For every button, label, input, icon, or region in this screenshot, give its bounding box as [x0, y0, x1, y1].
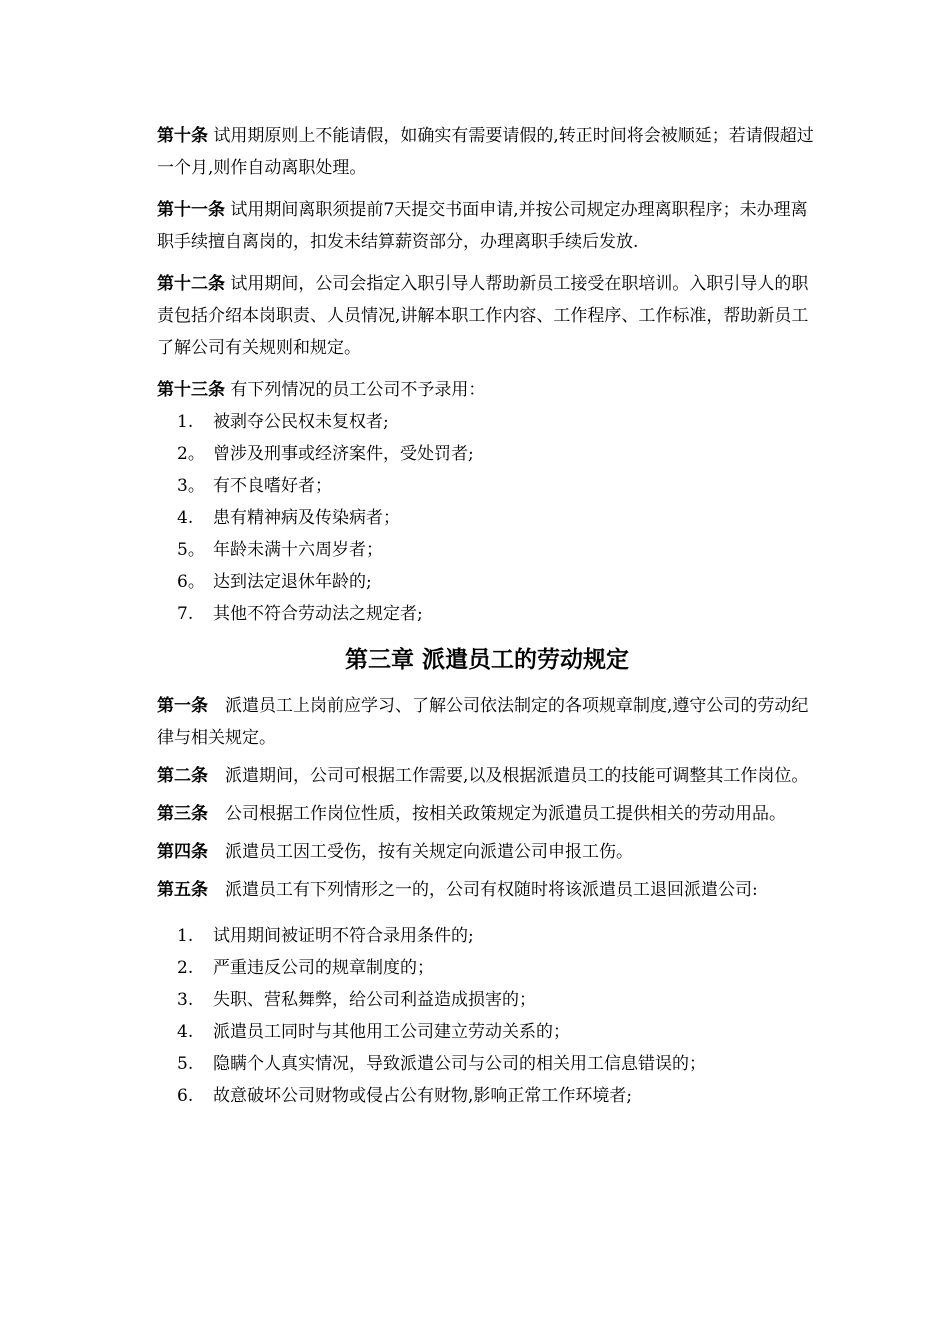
- list-number: 7.: [177, 604, 194, 624]
- article-1: [157, 690, 817, 754]
- list-number: 6。: [177, 572, 205, 592]
- list-number: 6.: [177, 1086, 194, 1106]
- article-lead: 第五条: [157, 880, 208, 900]
- article-5-list: [157, 920, 817, 1112]
- article-text: 有下列情况的员工公司不予录用：: [225, 380, 486, 400]
- list-item: [157, 1016, 817, 1048]
- list-item: [157, 984, 817, 1016]
- list-text: 被剥夺公民权未复权者;: [213, 412, 389, 432]
- list-item: [157, 438, 817, 470]
- article-text: 派遣员工因工受伤，按有关规定向派遣公司申报工伤。: [208, 842, 633, 862]
- list-number: 1.: [177, 926, 194, 946]
- article-12: [157, 268, 817, 364]
- article-lead: 第一条: [157, 696, 208, 716]
- list-item: [157, 598, 817, 630]
- article-text: 派遣员工有下列情形之一的，公司有权随时将该派遣员工退回派遣公司:: [208, 880, 758, 900]
- list-number: 2。: [177, 444, 205, 464]
- article-text: 公司根据工作岗位性质，按相关政策规定为派遣员工提供相关的劳动用品。: [208, 804, 786, 824]
- list-number: 1.: [177, 412, 194, 432]
- list-number: 5.: [177, 1054, 194, 1074]
- list-text: 试用期间被证明不符合录用条件的;: [213, 926, 474, 946]
- article-2: [157, 760, 817, 792]
- list-number: 3。: [177, 476, 205, 496]
- list-number: 2.: [177, 958, 194, 978]
- list-item: [157, 470, 817, 502]
- list-item: [157, 952, 817, 984]
- article-lead: 第十三条: [157, 380, 225, 400]
- list-item: [157, 920, 817, 952]
- list-text: 患有精神病及传染病者；: [213, 508, 400, 528]
- article-text: 试用期间离职须提前7天提交书面申请,并按公司规定办理离职程序；未办理离职手续擅自离岗的，扣发未结算薪资部分，办理离职手续后发放.: [157, 200, 808, 252]
- list-text: 达到法定退休年龄的;: [213, 572, 372, 592]
- list-text: 故意破坏公司财物或侵占公有财物,影响正常工作环境者;: [213, 1086, 633, 1106]
- list-number: 4.: [177, 508, 194, 528]
- article-5: [157, 874, 817, 906]
- list-text: 严重违反公司的规章制度的；: [213, 958, 434, 978]
- article-11: [157, 194, 817, 258]
- article-lead: 第四条: [157, 842, 208, 862]
- list-item: [157, 534, 817, 566]
- list-number: 5。: [177, 540, 205, 560]
- article-10: [157, 120, 817, 184]
- article-lead: 第十二条: [157, 274, 225, 294]
- article-lead: 第二条: [157, 766, 208, 786]
- article-lead: 第十一条: [157, 200, 225, 220]
- list-text: 有不良嗜好者；: [213, 476, 332, 496]
- list-item: [157, 1048, 817, 1080]
- article-13: [157, 374, 817, 406]
- article-3: [157, 798, 817, 830]
- list-text: 其他不符合劳动法之规定者;: [213, 604, 423, 624]
- article-13-list: [157, 406, 817, 630]
- article-4: [157, 836, 817, 868]
- article-text: 派遣期间，公司可根据工作需要,以及根据派遣员工的技能可调整其工作岗位。: [208, 766, 809, 786]
- list-item: [157, 406, 817, 438]
- list-item: [157, 1080, 817, 1112]
- document-page: [157, 120, 817, 1112]
- article-text: 试用期原则上不能请假，如确实有需要请假的,转正时间将会被顺延；若请假超过一个月,则作自动离职处理。: [157, 126, 814, 178]
- list-text: 失职、营私舞弊，给公司利益造成损害的；: [213, 990, 536, 1010]
- list-text: 年龄未满十六周岁者；: [213, 540, 383, 560]
- list-item: [157, 566, 817, 598]
- list-number: 4.: [177, 1022, 194, 1042]
- article-lead: 第三条: [157, 804, 208, 824]
- chapter-title: 第三章 派遣员工的劳动规定: [344, 647, 629, 673]
- article-text: 试用期间，公司会指定入职引导人帮助新员工接受在职培训。入职引导人的职责包括介绍本岗职责、人员情况,讲解本职工作内容、工作程序、工作标准，帮助新员工了解公司有关规则和规定。: [157, 274, 809, 358]
- list-text: 派遣员工同时与其他用工公司建立劳动关系的；: [213, 1022, 570, 1042]
- list-text: 曾涉及刑事或经济案件，受处罚者;: [213, 444, 474, 464]
- list-text: 隐瞒个人真实情况，导致派遣公司与公司的相关用工信息错误的；: [213, 1054, 706, 1074]
- list-item: [157, 502, 817, 534]
- article-text: 派遣员工上岗前应学习、了解公司依法制定的各项规章制度,遵守公司的劳动纪律与相关规定。: [157, 696, 809, 748]
- article-lead: 第十条: [157, 126, 208, 146]
- list-number: 3.: [177, 990, 194, 1010]
